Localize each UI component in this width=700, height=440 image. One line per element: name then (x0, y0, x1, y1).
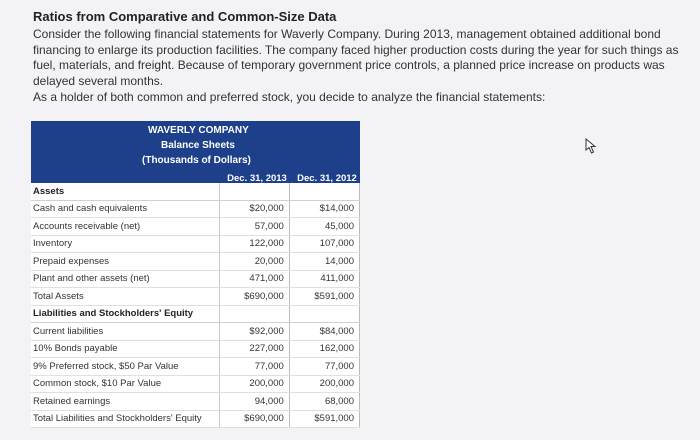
row-label: Cash and cash equivalents (31, 200, 219, 218)
value-2012: 411,000 (289, 270, 359, 288)
value-2013: $92,000 (219, 323, 289, 341)
table-row (31, 218, 360, 236)
value-2012: 45,000 (289, 218, 359, 236)
liabilities-heading: Liabilities and Stockholders' Equity (31, 305, 219, 323)
table-row (31, 410, 360, 428)
value-2012: $591,000 (289, 410, 359, 428)
balance-sheet-header (31, 121, 360, 183)
row-label: 9% Preferred stock, $50 Par Value (31, 358, 219, 376)
value-2013: $690,000 (219, 288, 289, 306)
table-row (31, 375, 360, 393)
row-label: Inventory (31, 235, 219, 253)
table-row (31, 358, 360, 376)
table-row (31, 200, 360, 218)
table-row (31, 323, 360, 341)
row-label: Retained earnings (31, 393, 219, 411)
table-row (31, 340, 360, 358)
company-name: WAVERLY COMPANY (148, 125, 249, 136)
table-row (31, 253, 360, 271)
row-label: Plant and other assets (net) (31, 270, 219, 288)
statement-name: Balance Sheets (161, 140, 235, 151)
row-label: Current liabilities (31, 323, 219, 341)
value-2012: $14,000 (289, 200, 359, 218)
value-2012: $591,000 (289, 288, 359, 306)
assets-heading-row (31, 183, 360, 200)
row-label: Total Assets (31, 288, 219, 306)
liabilities-heading-row (31, 305, 360, 323)
value-2013: $20,000 (219, 200, 289, 218)
value-2012: 107,000 (289, 235, 359, 253)
value-2013: 200,000 (219, 375, 289, 393)
value-2013: 227,000 (219, 340, 289, 358)
value-2013: 57,000 (219, 218, 289, 236)
problem-intro: Consider the following financial statements for Waverly Company. During 2013, management obtained additional bond financing to enlarge its production facilities. The company faced higher production costs during the year for such things as fuel, materials, and freight. Because of temporary government price controls, a planned price increase on products was delayed several months. (33, 27, 679, 88)
row-label: Prepaid expenses (31, 253, 219, 271)
problem-lead: As a holder of both common and preferred stock, you decide to analyze the financial statements: (33, 90, 546, 104)
statement-units: (Thousands of Dollars) (142, 155, 251, 166)
row-label: Accounts receivable (net) (31, 218, 219, 236)
row-label: Common stock, $10 Par Value (31, 375, 219, 393)
table-row (31, 270, 360, 288)
table-row (31, 288, 360, 306)
value-2012: 200,000 (289, 375, 359, 393)
column-header-2012: Dec. 31, 2012 (297, 173, 357, 184)
balance-sheet (31, 121, 360, 428)
value-2012: 14,000 (289, 253, 359, 271)
assets-heading: Assets (31, 183, 219, 200)
row-label: 10% Bonds payable (31, 340, 219, 358)
mouse-pointer-icon (585, 138, 599, 154)
balance-sheet-table (31, 183, 360, 428)
table-row (31, 235, 360, 253)
problem-text (33, 8, 695, 105)
column-header-2013: Dec. 31, 2013 (227, 173, 287, 184)
problem-title: Ratios from Comparative and Common-Size Data (33, 9, 337, 24)
value-2013: 471,000 (219, 270, 289, 288)
value-2012: 162,000 (289, 340, 359, 358)
row-label: Total Liabilities and Stockholders' Equity (31, 410, 219, 428)
value-2012: 77,000 (289, 358, 359, 376)
table-row (31, 393, 360, 411)
value-2013: 20,000 (219, 253, 289, 271)
value-2012: 68,000 (289, 393, 359, 411)
value-2013: 77,000 (219, 358, 289, 376)
value-2013: 94,000 (219, 393, 289, 411)
value-2013: $690,000 (219, 410, 289, 428)
value-2012: $84,000 (289, 323, 359, 341)
value-2013: 122,000 (219, 235, 289, 253)
